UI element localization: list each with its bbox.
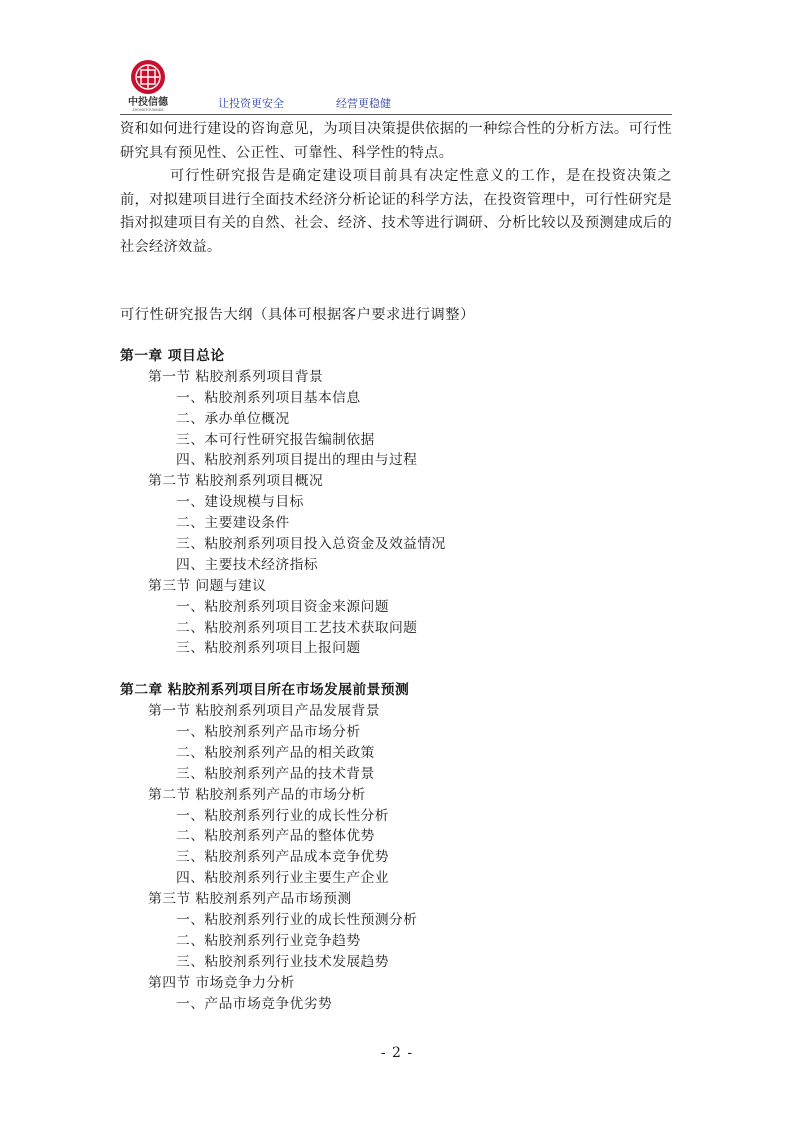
toc-section: 第三节 粘胶剂系列产品市场预测 (148, 891, 352, 908)
toc-item: 一、粘胶剂系列产品市场分析 (176, 724, 361, 741)
toc-item: 三、粘胶剂系列产品的技术背景 (176, 765, 375, 782)
paragraph-2: 可行性研究报告是确定建设项目前具有决定性意义的工作，是在投资决策之前，对拟建项目进行全面技术经济分析论证的科学方法，在投资管理中，可行性研究是指对拟建项目有关的自然、社会、经济、技术等进行调研、分析比较以及预测建成后的社会经济效益。 (120, 168, 672, 255)
toc-item: 四、粘胶剂系列行业主要生产企业 (176, 870, 389, 887)
toc-item: 二、粘胶剂系列行业竞争趋势 (176, 932, 361, 949)
toc-section: 第一节 粘胶剂系列项目产品发展背景 (148, 703, 380, 720)
page-number: - 2 - (380, 1045, 414, 1061)
toc-item: 三、粘胶剂系列产品成本竞争优势 (176, 849, 389, 866)
toc-item: 四、粘胶剂系列项目提出的理由与过程 (176, 452, 418, 469)
header-slogan-1: 让投资更安全 (218, 97, 284, 110)
toc-section: 第四节 市场竞争力分析 (148, 974, 295, 991)
toc-item: 三、粘胶剂系列行业技术发展趋势 (176, 953, 389, 970)
toc-section: 第二节 粘胶剂系列项目概况 (148, 473, 324, 490)
toc-chapter: 第一章 项目总论 (120, 348, 225, 364)
header-slogan-2: 经营更稳健 (336, 97, 391, 110)
toc-item: 一、粘胶剂系列项目资金来源问题 (176, 598, 389, 615)
toc-item: 二、主要建设条件 (176, 515, 290, 532)
page-header (120, 55, 672, 115)
table-of-contents (120, 346, 680, 1015)
paragraph-1: 资和如何进行建设的咨询意见，为项目决策提供依据的一种综合性的分析方法。可行性研究具有预见性、公正性、可靠性、科学性的特点。 (120, 121, 672, 161)
toc-item: 二、粘胶剂系列产品的相关政策 (176, 744, 375, 761)
header-divider (120, 114, 672, 115)
toc-item: 三、本可行性研究报告编制依据 (176, 431, 375, 448)
toc-item: 一、建设规模与目标 (176, 494, 304, 511)
toc-item: 二、承办单位概况 (176, 410, 290, 427)
outline-title: 可行性研究报告大纲（具体可根据客户要求进行调整） (120, 307, 475, 323)
toc-item: 一、粘胶剂系列项目基本信息 (176, 389, 361, 406)
toc-section: 第一节 粘胶剂系列项目背景 (148, 368, 324, 385)
toc-section: 第二节 粘胶剂系列产品的市场分析 (148, 786, 366, 803)
toc-chapter: 第二章 粘胶剂系列项目所在市场发展前景预测 (120, 682, 410, 699)
svg-text:中投信德: 中投信德 (128, 97, 168, 108)
svg-text:ZHONGTOUXINDE: ZHONGTOUXINDE (132, 108, 164, 111)
toc-item: 三、粘胶剂系列项目投入总资金及效益情况 (176, 536, 446, 553)
toc-item: 一、粘胶剂系列行业的成长性分析 (176, 807, 389, 824)
toc-item: 三、粘胶剂系列项目上报问题 (176, 640, 361, 657)
toc-item: 四、主要技术经济指标 (176, 556, 318, 573)
toc-item: 二、粘胶剂系列项目工艺技术获取问题 (176, 619, 418, 636)
intro-text (120, 118, 672, 260)
company-logo (120, 55, 176, 111)
toc-spacer (120, 659, 680, 680)
toc-item: 二、粘胶剂系列产品的整体优势 (176, 828, 375, 845)
toc-item: 一、粘胶剂系列行业的成长性预测分析 (176, 912, 418, 929)
toc-item: 一、产品市场竞争优劣势 (176, 995, 333, 1012)
toc-section: 第三节 问题与建议 (148, 577, 267, 594)
